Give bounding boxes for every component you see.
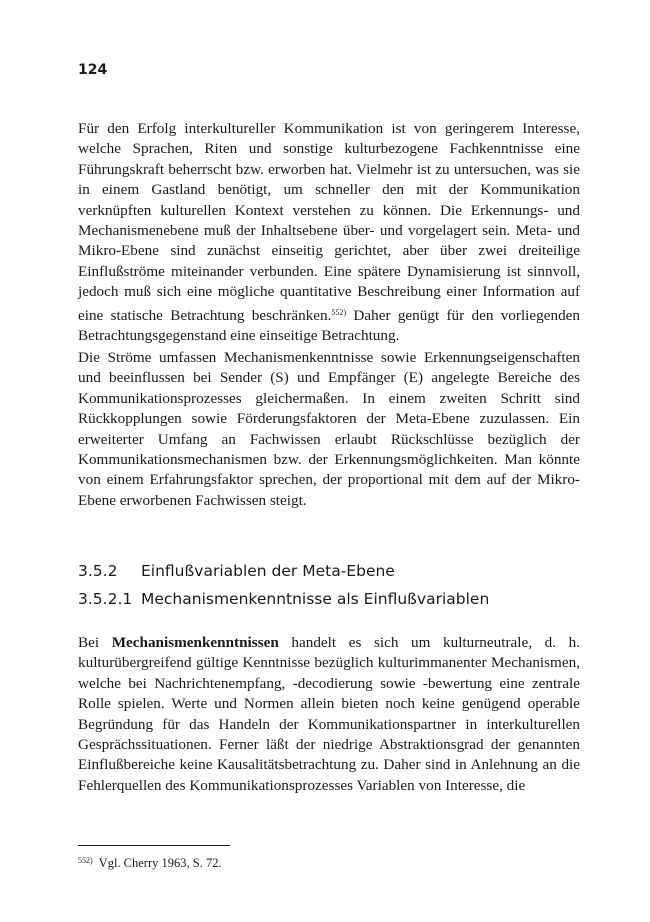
paragraph-3-text-start: Bei [78, 634, 112, 651]
subsection-number: 3.5.2.1 [78, 590, 133, 608]
section-number: 3.5.2 [78, 562, 118, 580]
page-number: 124 [78, 62, 108, 78]
bold-term: Mechanismenkenntnissen [111, 634, 279, 651]
subsection-heading-3-5-2-1 [78, 590, 489, 608]
footnote [78, 856, 222, 871]
subsection-title: Mechanismenkenntnisse als Einflußvariablen [141, 590, 490, 608]
paragraph-1-text-end: Daher genügt für den vorliegenden Betrachtungsgegenstand eine einseitige Betrachtung. [78, 306, 580, 345]
footnote-reference: 552) [331, 307, 347, 317]
paragraph-1 [78, 119, 580, 346]
section-title: Einflußvariablen der Meta-Ebene [141, 562, 395, 580]
paragraph-3 [78, 633, 580, 796]
paragraph-1-text: Für den Erfolg interkultureller Kommunikation ist von geringerem Interesse, welche Sprachen, Riten und sonstige kulturbezogene Fachkenntnisse eine Führungskraft beherrscht bzw. erworben hat. Vielmehr ist zu untersuchen, was sie in einem Gastland benötigt, um schneller den mit der Kommunikation verknüpften kulturellen Kontext verstehen zu können. Die Erkennungs- und Mechanismenebene muß der Inhaltsebene über- und vorgelagert sein. Meta- und Mikro-Ebene sind zunächst einseitig gerichtet, aber über zwei dreiteilige Einflußströme miteinander verbunden. Eine spätere Dynamisierung ist sinnvoll, jedoch muß sich eine mögliche quantitative Beschreibung einer Information auf eine statische Betrachtung beschränken. [78, 120, 580, 324]
paragraph-2: Die Ströme umfassen Mechanismenkenntnisse sowie Erkennungseigenschaften und beeinflussen bei Sender (S) und Empfänger (E) angelegte Bereiche des Kommunikationsprozesses gleichermaßen. In einem zweiten Schritt sind Rückkopplungen sowie Förderungsfaktoren der Meta-Ebene zuzulassen. Ein erweiterter Umfang an Fachwissen erlaubt Rückschlüsse bezüglich der Kommunikationsmechanismen bzw. der Erkennungsmöglichkeiten. Man könnte von einem Erfahrungsfaktor sprechen, der proportional mit dem auf der Mikro-Ebene erworbenen Fachwissen steigt. [78, 349, 580, 509]
paragraph-3-text: handelt es sich um kulturneutrale, d. h. kulturübergreifend gültige Kenntnisse bezüglich kulturimmanenter Mechanismen, welche bei Nachrichtenempfang, -decodierung sowie -bewertung eine zentrale Rolle spielen. Werte und Normen allein bieten noch keine genügend operable Begründung für das Handeln der Kommunikationspartner in interkulturellen Gesprächssituationen. Ferner läßt der niedrige Abstraktionsgrad der genannten Einflußbereiche keine Kausalitätsbetrachtung zu. Daher sind in Anlehnung an die Fehlerquellen des Kommunikationsprozesses Variablen von Interesse, die [78, 634, 580, 794]
footnote-text: Vgl. Cherry 1963, S. 72. [98, 856, 222, 870]
section-heading-3-5-2 [78, 562, 395, 580]
footnote-number: 552) [78, 856, 93, 865]
footnote-divider [78, 845, 230, 846]
